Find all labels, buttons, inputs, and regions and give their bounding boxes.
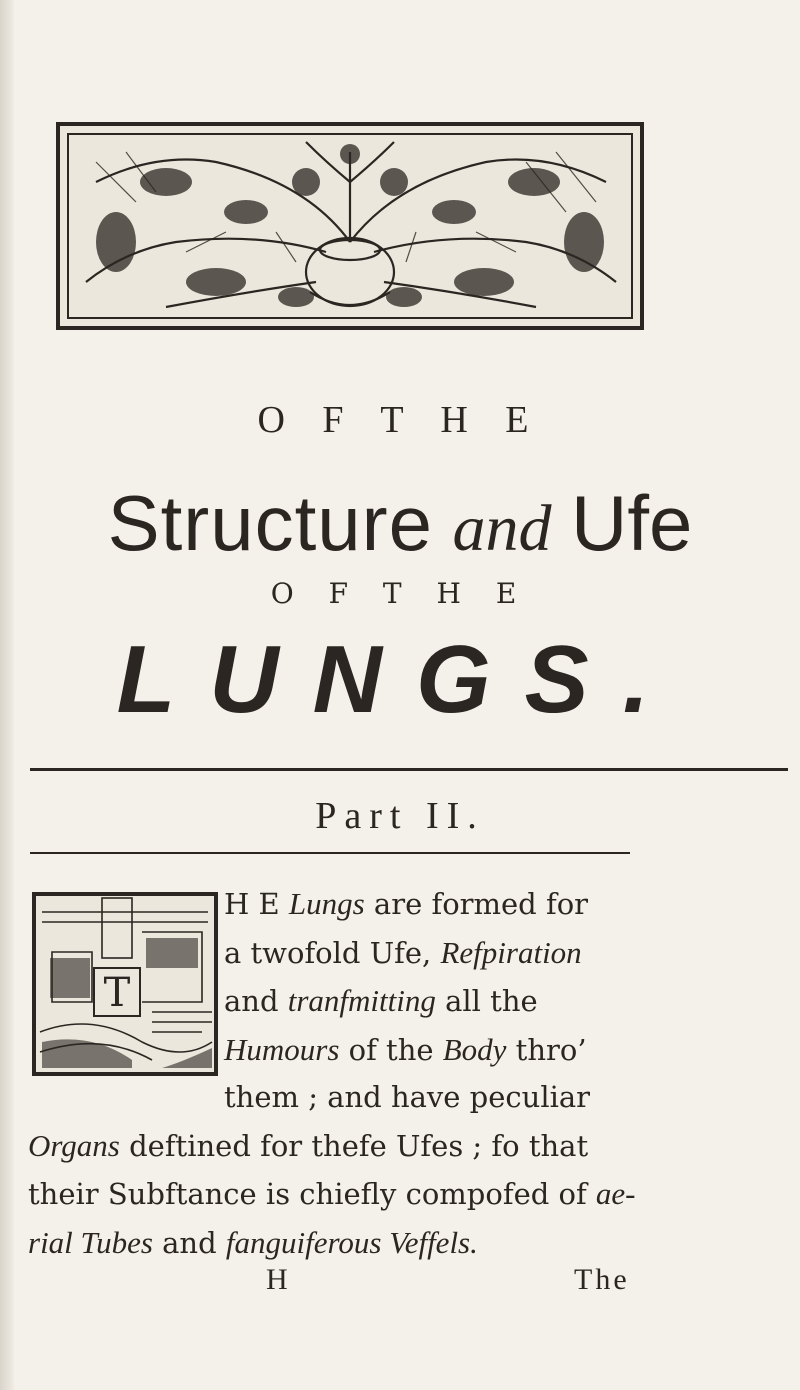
text-line-8: rial Tubes and fanguiferous Veffels. — [28, 1224, 478, 1260]
signature-mark: H — [266, 1263, 288, 1296]
text-line-2: a twofold Ufe, Refpiration — [224, 934, 582, 970]
rule-top — [30, 768, 788, 771]
of-the-heading-top: O F T H E — [257, 399, 543, 441]
text-line-3: and tranfmitting all the — [224, 983, 538, 1018]
title-word-use: Ufe — [571, 479, 693, 567]
title-structure-and-use — [0, 478, 800, 569]
part-heading: Part II. — [315, 795, 485, 837]
text-line-6: Organs deftined for thefe Ufes ; fo that — [28, 1127, 589, 1163]
title-word-structure: Structure — [107, 479, 434, 567]
text-line-1: H E Lungs are formed for — [224, 886, 589, 921]
catchword: The — [574, 1263, 630, 1296]
text-line-5: them ; and have peculiar — [224, 1080, 591, 1114]
text-line-7: their Subftance is chiefly compofed of ae- — [28, 1176, 636, 1211]
text-line-4: Humours of the Body thro’ — [224, 1031, 587, 1067]
ornamental-headpiece — [56, 122, 644, 330]
title-lungs: LUNGS. — [116, 626, 684, 733]
of-the-heading-middle: O F T H E — [270, 577, 530, 610]
initial-letter: T — [103, 970, 131, 1016]
title-word-and: and — [452, 492, 552, 565]
body-paragraph — [28, 880, 668, 1267]
rule-bottom — [30, 852, 630, 854]
